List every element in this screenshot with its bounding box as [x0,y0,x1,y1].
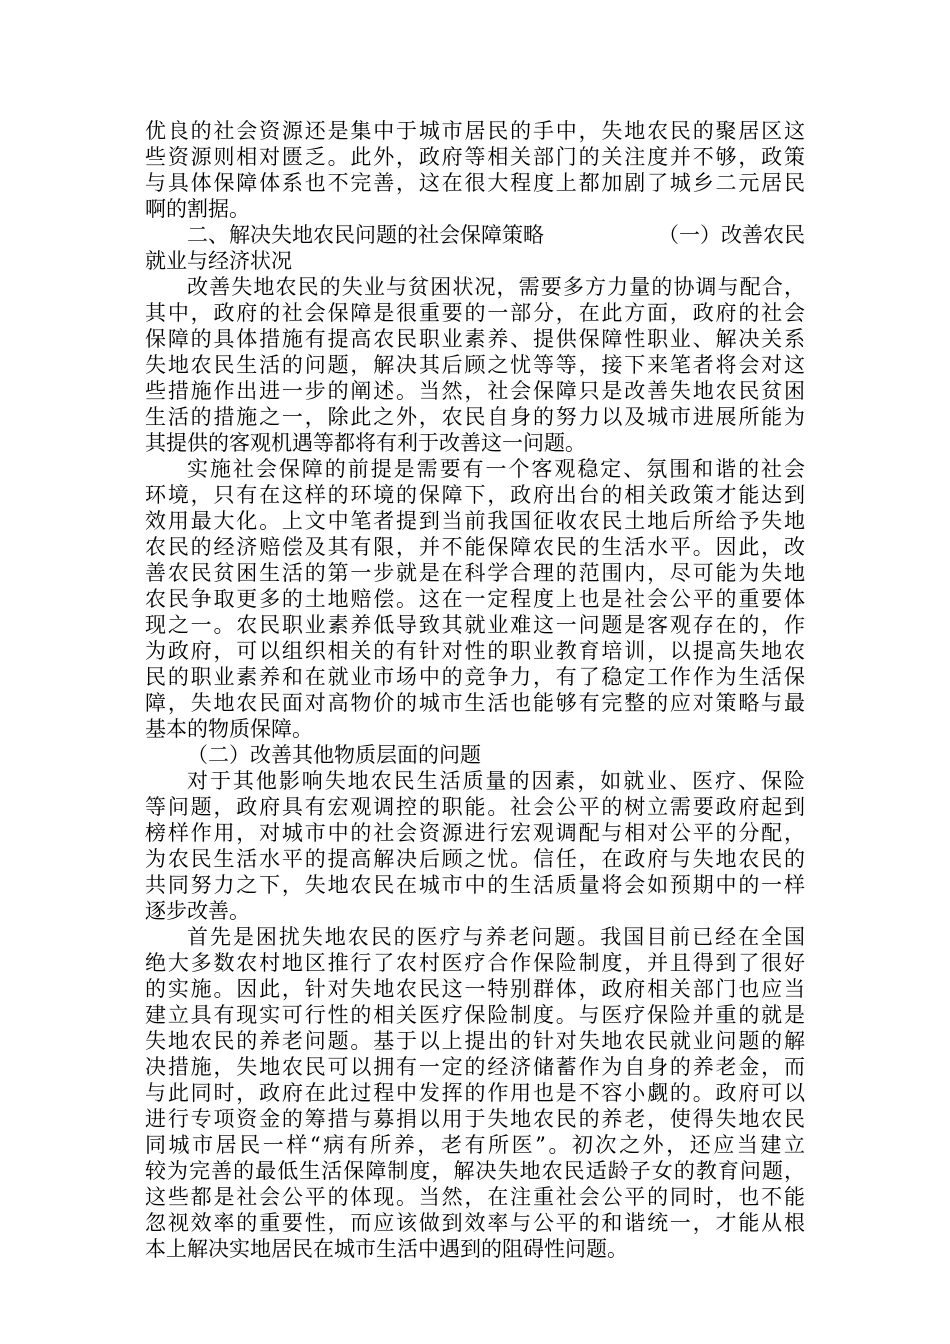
text-line: 优良的社会资源还是集中于城市居民的手中，失地农民的聚居区这 [145,119,805,143]
text-line: 与具体保障体系也不完善，这在很大程度上都加剧了城乡二元居民 [145,171,805,195]
text-line: 失地农民生活的问题，解决其后顾之忧等等，接下来笔者将会对这 [145,353,805,377]
text-line: 些资源则相对匮乏。此外，政府等相关部门的关注度并不够，政策 [145,145,805,169]
text-line: 现之一。农民职业素养低导致其就业难这一问题是客观存在的，作 [145,613,805,637]
text-line: 进行专项资金的筹措与募捐以用于失地农民的养老，使得失地农民 [145,1107,805,1131]
section-heading [145,222,805,274]
paragraph [145,274,805,456]
text-line: 同城市居民一样“病有所养，老有所医”。初次之外，还应当建立 [145,1133,805,1157]
text-line: 改善失地农民的失业与贫困状况，需要多方力量的协调与配合， [187,275,805,299]
text-line: 绝大多数农村地区推行了农村医疗合作保险制度，并且得到了很好 [145,951,805,975]
paragraph [145,118,805,222]
text-line: 为农民生活水平的提高解决后顾之忧。信任，在政府与失地农民的 [145,847,805,871]
text-line: 本上解决实地居民在城市生活中遇到的阻碍性问题。 [145,1237,628,1261]
text-line: 首先是困扰失地农民的医疗与养老问题。我国目前已经在全国 [187,925,805,949]
text-line: 的实施。因此，针对失地农民这一特别群体，政府相关部门也应当 [145,977,805,1001]
text-line: 民的职业素养和在就业市场中的竞争力，有了稳定工作作为生活保 [145,665,805,689]
text-line: 其中，政府的社会保障是很重要的一部分，在此方面，政府的社会 [145,301,805,325]
text-line: 农民争取更多的土地赔偿。这在一定程度上也是社会公平的重要体 [145,587,805,611]
text-line: 生活的措施之一，除此之外，农民自身的努力以及城市进展所能为 [145,405,805,429]
subsection-title-start: （一）改善农民 [658,223,805,247]
text-line: 建立具有现实可行性的相关医疗保险制度。与医疗保险并重的就是 [145,1003,805,1027]
text-line: 障，失地农民面对高物价的城市生活也能够有完整的应对策略与最 [145,691,805,715]
section-title: 二、解决失地农民问题的社会保障策略 [187,223,544,247]
paragraph [145,924,805,1262]
text-line: 基本的物质保障。 [145,717,313,741]
text-line: 榜样作用，对城市中的社会资源进行宏观调配与相对公平的分配， [145,821,805,845]
text-line: 较为完善的最低生活保障制度，解决失地农民适龄子女的教育问题， [145,1159,805,1183]
text-line: 共同努力之下，失地农民在城市中的生活质量将会如预期中的一样 [145,873,805,897]
text-line: 环境，只有在这样的环境的保障下，政府出台的相关政策才能达到 [145,483,805,507]
text-line: 等问题，政府具有宏观调控的职能。社会公平的树立需要政府起到 [145,795,805,819]
text-line: 忽视效率的重要性，而应该做到效率与公平的和谐统一，才能从根 [145,1211,805,1235]
text-line: 对于其他影响失地农民生活质量的因素，如就业、医疗、保险 [187,769,805,793]
text-line: 啊的割据。 [145,197,250,221]
text-line: 逐步改善。 [145,899,250,923]
document-body [145,118,805,1262]
text-line: 保障的具体措施有提高农民职业素养、提供保障性职业、解决关系 [145,327,805,351]
heading-line: （二）改善其他物质层面的问题 [187,743,481,767]
subsection-heading [145,742,805,768]
paragraph [145,768,805,924]
text-line: 农民的经济赔偿及其有限，并不能保障农民的生活水平。因此，改 [145,535,805,559]
text-line: 些措施作出进一步的阐述。当然，社会保障只是改善失地农民贫困 [145,379,805,403]
text-line: 与此同时，政府在此过程中发挥的作用也是不容小觑的。政府可以 [145,1081,805,1105]
text-line: 实施社会保障的前提是需要有一个客观稳定、氛围和谐的社会 [187,457,805,481]
paragraph [145,456,805,742]
text-line: 效用最大化。上文中笔者提到当前我国征收农民土地后所给予失地 [145,509,805,533]
heading-line [145,222,805,248]
text-line: 其提供的客观机遇等都将有利于改善这一问题。 [145,431,586,455]
subsection-title-end: 就业与经济状况 [145,249,292,273]
text-line: 这些都是社会公平的体现。当然，在注重社会公平的同时，也不能 [145,1185,805,1209]
text-line: 决措施，失地农民可以拥有一定的经济储蓄作为自身的养老金，而 [145,1055,805,1079]
text-line: 善农民贫困生活的第一步就是在科学合理的范围内，尽可能为失地 [145,561,805,585]
text-line: 为政府，可以组织相关的有针对性的职业教育培训，以提高失地农 [145,639,805,663]
text-line: 失地农民的养老问题。基于以上提出的针对失地农民就业问题的解 [145,1029,805,1053]
